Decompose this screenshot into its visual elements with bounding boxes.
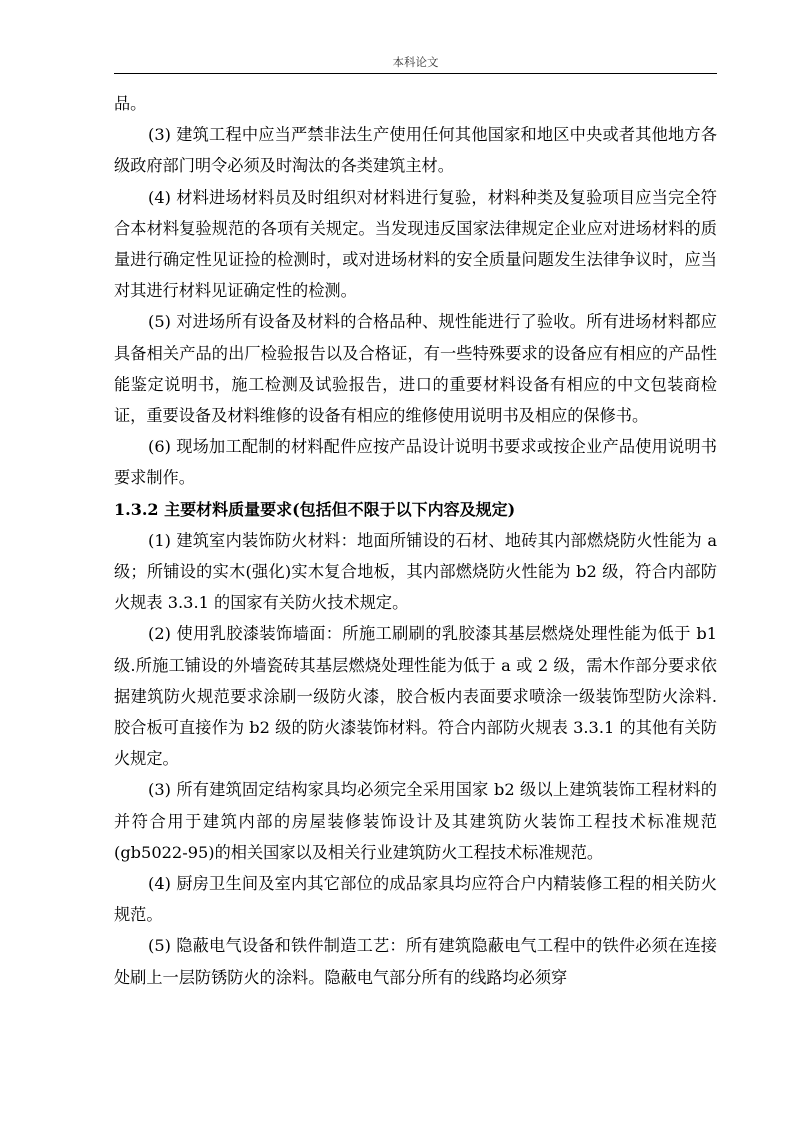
section-heading: 1.3.2 主要材料质量要求(包括但不限于以下内容及规定) <box>114 499 516 519</box>
page-header-title: 本科论文 <box>392 55 439 69</box>
section-paragraph-2: (2) 使用乳胶漆装饰墙面：所施工刷刷的乳胶漆其基层燃烧处理性能为低于 b1 级.所施工铺设的外墙瓷砖其基层燃烧处理性能为低于 a 或 2 级，需木作部分要求依据建筑防火规范要求涂刷一级防火漆，胶合板内表面要求喷涂一级装饰型防火涂料.胶合板可直接作为 b2 级的防火漆装饰材料。符合内部防火规表 3.3.1 的其他有关防火规定。 <box>114 624 717 769</box>
paragraph-item-3: (3) 建筑工程中应当严禁非法生产使用任何其他国家和地区中央或者其他地方各级政府部门明令必须及时淘汰的各类建筑主材。 <box>114 125 717 176</box>
section-paragraph-1: (1) 建筑室内装饰防火材料：地面所铺设的石材、地砖其内部燃烧防火性能为 a 级；所铺设的实木(强化)实木复合地板，其内部燃烧防火性能为 b2 级，符合内部防火规表 3.3.1 的国家有关防火技术规定。 <box>114 530 717 613</box>
paragraph-item-6: (6) 现场加工配制的材料配件应按产品设计说明书要求或按企业产品使用说明书要求制作。 <box>114 437 717 488</box>
document-body <box>114 88 717 993</box>
paragraph-item-4: (4) 材料进场材料员及时组织对材料进行复验，材料种类及复验项目应当完全符合本材料复验规范的各项有关规定。当发现违反国家法律规定企业应对进场材料的质量进行确定性见证捡的检测时，或对进场材料的安全质量问题发生法律争议时，应当对其进行材料见证确定性的检测。 <box>114 187 717 301</box>
section-paragraph-3: (3) 所有建筑固定结构家具均必须完全采用国家 b2 级以上建筑装饰工程材料的并符合用于建筑内部的房屋装修装饰设计及其建筑防火装饰工程技术标准规范(gb5022-95)的相关国家以及相关行业建筑防火工程技术标准规范。 <box>114 780 717 862</box>
paragraph-continuation: 品。 <box>114 94 147 113</box>
paragraph-item-5: (5) 对进场所有设备及材料的合格品种、规性能进行了验收。所有进场材料都应具备相关产品的出厂检验报告以及合格证，有一些特殊要求的设备应有相应的产品性能鉴定说明书，施工检测及试验报告，进口的重要材料设备有相应的中文包装商检证，重要设备及材料维修的设备有相应的维修使用说明书及相应的保修书。 <box>114 312 717 426</box>
section-paragraph-5: (5) 隐蔽电气设备和铁件制造工艺：所有建筑隐蔽电气工程中的铁件必须在连接处刷上一层防锈防火的涂料。隐蔽电气部分所有的线路均必须穿 <box>114 936 717 987</box>
header-rule <box>114 73 717 74</box>
section-paragraph-4: (4) 厨房卫生间及室内其它部位的成品家具均应符合户内精装修工程的相关防火规范。 <box>114 874 717 925</box>
